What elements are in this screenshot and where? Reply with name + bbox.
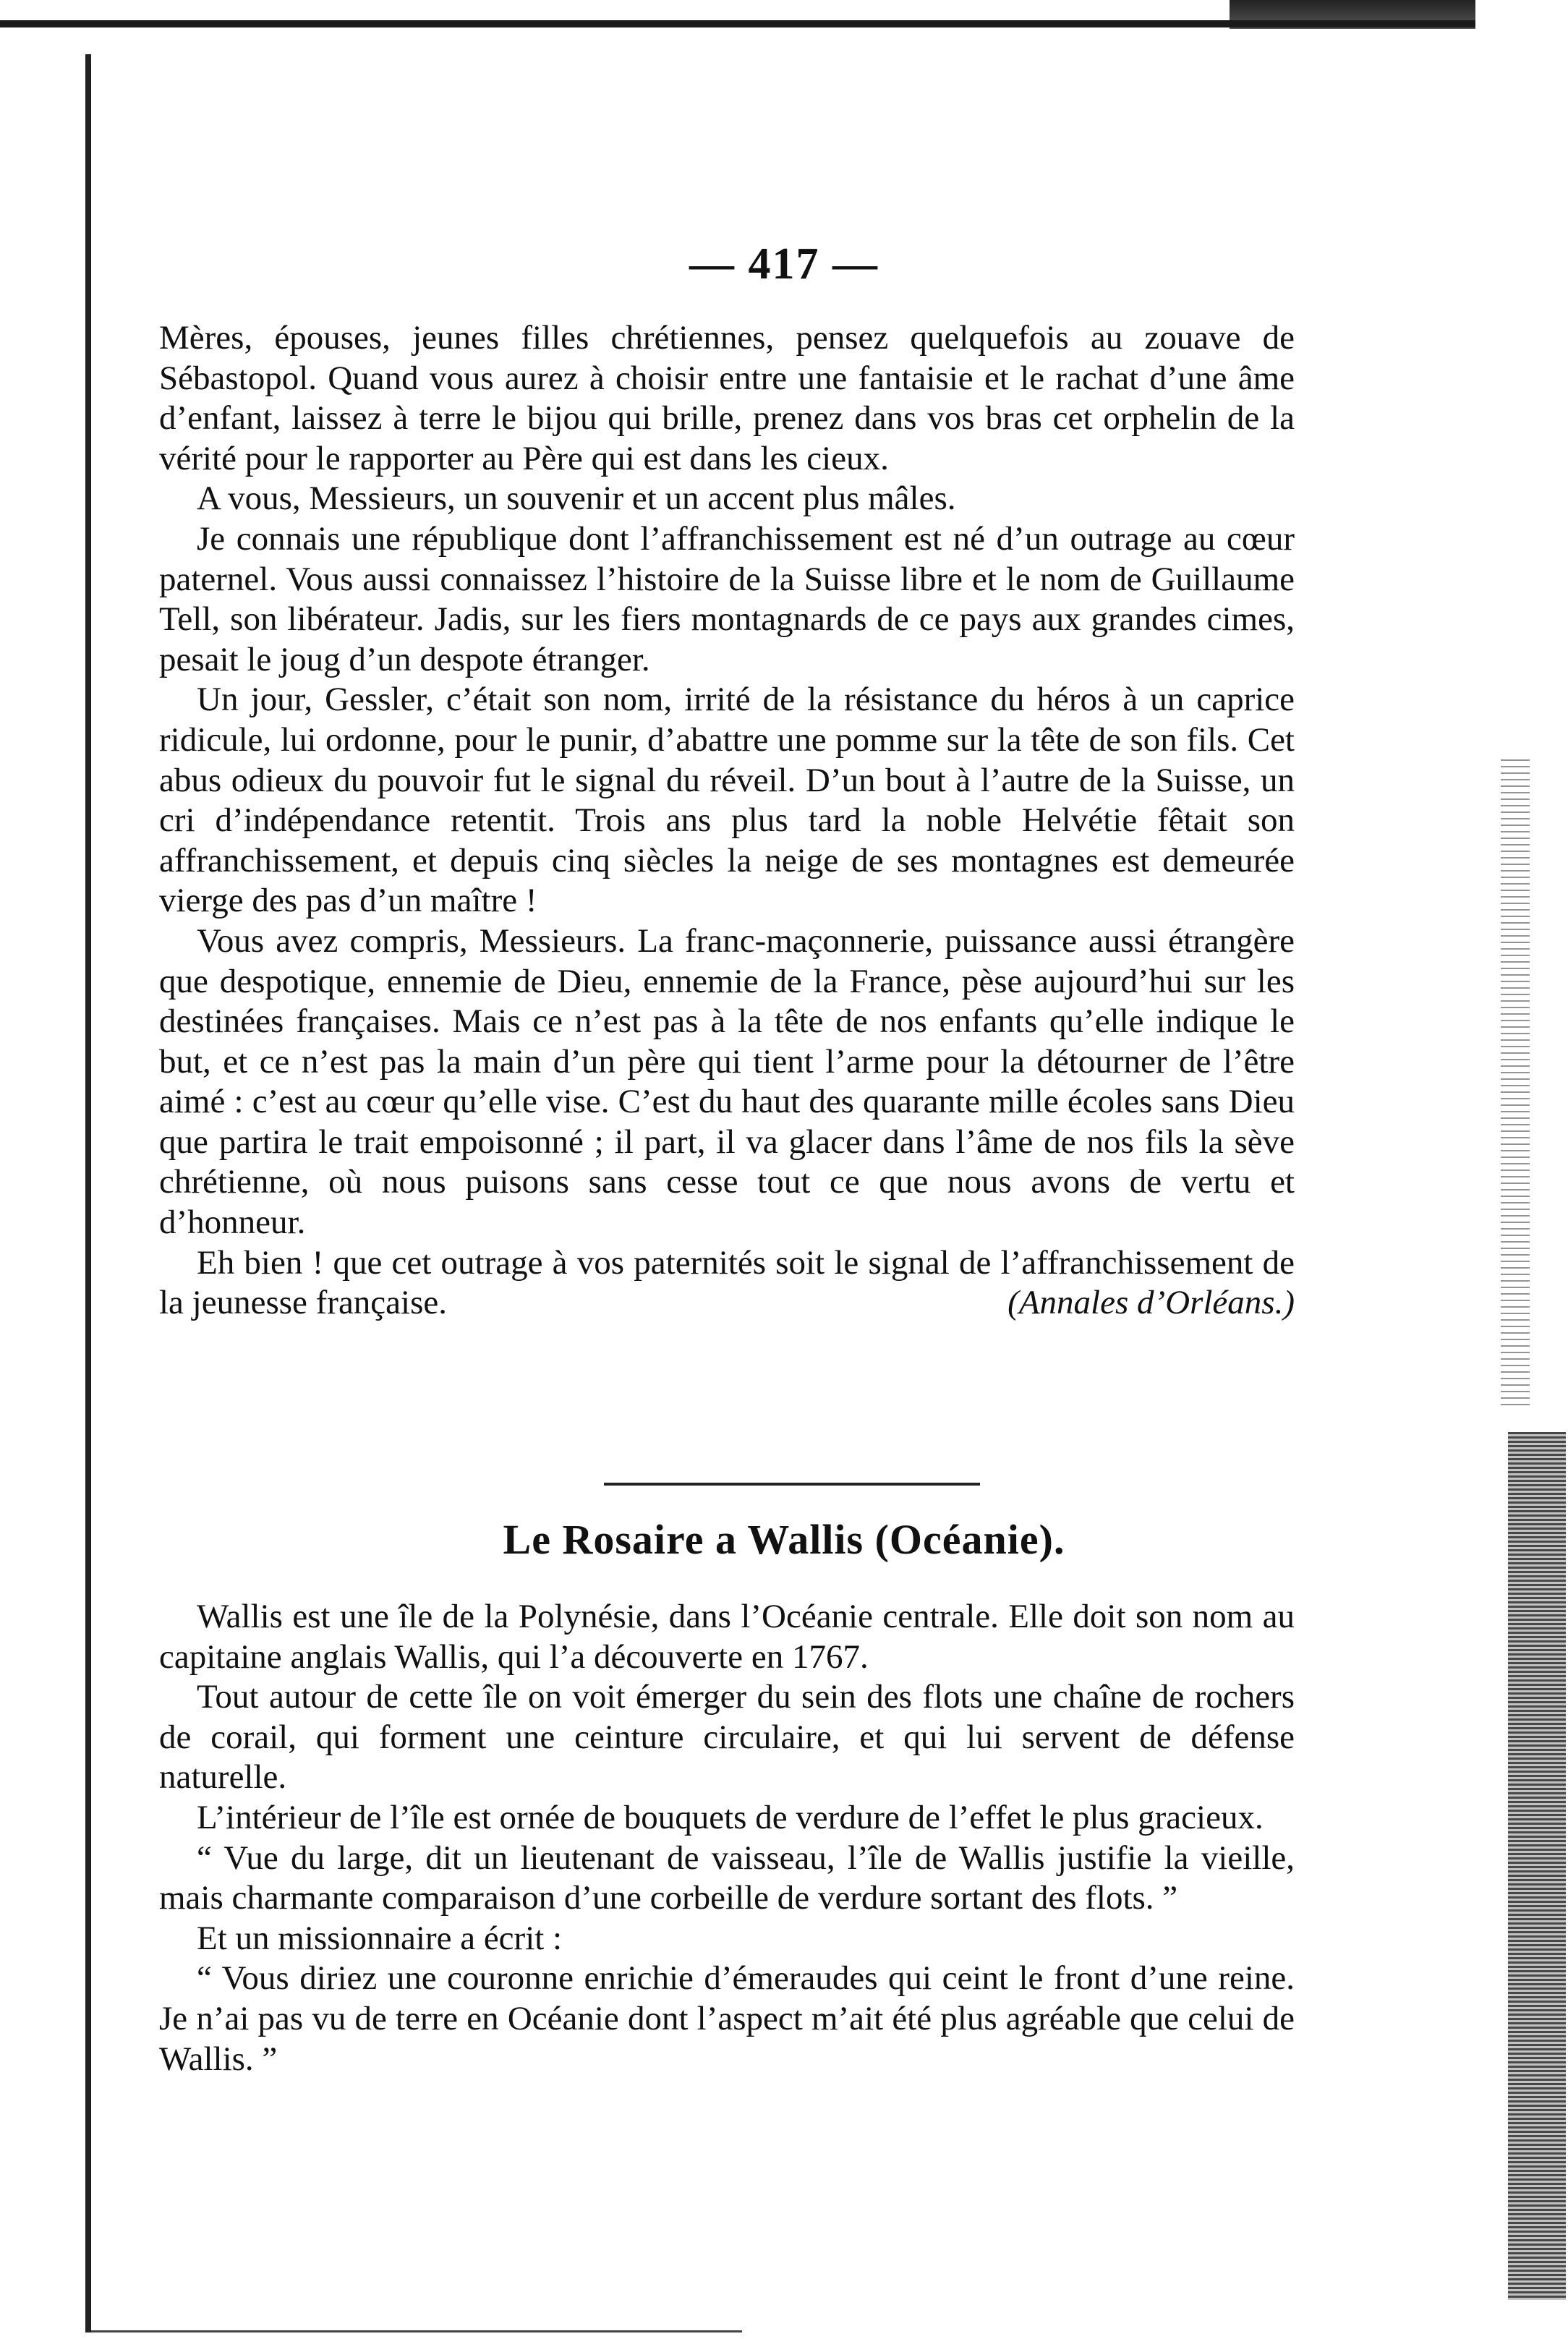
paragraph: “ Vue du large, dit un lieutenant de vaisseau, l’île de Wallis justifie la vieille, mais charmante comparaison d’une corbeille de verdure sortant des flots. ” <box>159 1839 1295 1917</box>
body-text-part1 <box>159 318 1295 1324</box>
attribution: (Annales d’Orléans.) <box>1007 1284 1295 1322</box>
paragraph: Et un missionnaire a écrit : <box>197 1919 563 1957</box>
body-text-section <box>159 1597 1295 2079</box>
page-number: — 417 — <box>689 239 879 289</box>
paragraph: Vous avez compris, Messieurs. La franc-maçonnerie, puissance aussi étrangère que despotique, ennemie de Dieu, ennemie de la France, pèse aujourd’hui sur les destinées françaises. Mais ce n’est pas à la tête de nos enfants qu’elle indique le but, et ce n’est pas la main d’un père qui tient l’arme pour la détourner de l’être aimé : c’est au cœur qu’elle vise. C’est du haut des quarante mille écoles sans Dieu que partira le trait empoisonné ; il part, il va glacer dans l’âme de nos fils la sève chrétienne, où nous puisons sans cesse tout ce que nous avons de vertu et d’honneur. <box>159 921 1295 1242</box>
paragraph: Tout autour de cette île on voit émerger du sein des flots une chaîne de rochers de corail, qui forment une ceinture circulaire, et qui lui servent de défense naturelle. <box>159 1678 1295 1797</box>
final-sentence: Eh bien ! que cet outrage à vos paternités soit le signal de l’affranchissement de la jeunesse française. <box>159 1243 1295 1322</box>
paragraph: Mères, épouses, jeunes filles chrétiennes, pensez quelquefois au zouave de Sébastopol. Quand vous aurez à choisir entre une fantaisie et le rachat d’une âme d’enfant, laissez à terre le bijou qui brille, prenez dans vos bras cet orphelin de la vérité pour le rapporter au Père qui est dans les cieux. <box>159 319 1295 477</box>
paragraph: Un jour, Gessler, c’était son nom, irrité de la résistance du héros à un caprice ridicule, lui ordonne, pour le punir, d’abattre une pomme sur la tête de son fils. Cet abus odieux du pouvoir fut le signal du réveil. D’un bout à l’autre de la Suisse, un cri d’indépendance retentit. Trois ans plus tard la noble Helvétie fêtait son affranchissement, et depuis cinq siècles la neige de ses montagnes est demeurée vierge des pas d’un maître ! <box>159 681 1295 920</box>
binding-edge-light <box>1501 759 1530 1410</box>
paragraph: “ Vous diriez une couronne enrichie d’émeraudes qui ceint le front d’une reine. Je n’ai pas vu de terre en Océanie dont l’aspect m’ait été plus agréable que celui de Wallis. ” <box>159 1959 1295 2078</box>
top-border-rule <box>0 20 1475 27</box>
paragraph-final <box>159 1243 1295 1324</box>
section-title: Le Rosaire a Wallis (Océanie). <box>503 1516 1065 1563</box>
left-border-rule <box>85 54 91 2332</box>
paragraph: L’intérieur de l’île est ornée de bouquets de verdure de l’effet le plus gracieux. <box>197 1798 1264 1836</box>
paragraph: Je connais une république dont l’affranchissement est né d’un outrage au cœur paternel. Vous aussi connaissez l’histoire de la Suisse libre et le nom de Guillaume Tell, son libérateur. Jadis, sur les fiers montagnards de ce pays aux grandes cimes, pesait le joug d’un despote étranger. <box>159 519 1295 678</box>
paragraph: A vous, Messieurs, un souvenir et un accent plus mâles. <box>197 480 956 518</box>
paragraph: Wallis est une île de la Polynésie, dans l’Océanie centrale. Elle doit son nom au capitaine anglais Wallis, qui l’a découverte en 1767. <box>159 1598 1295 1676</box>
section-divider <box>604 1483 980 1486</box>
bottom-border-rule <box>91 2330 742 2332</box>
